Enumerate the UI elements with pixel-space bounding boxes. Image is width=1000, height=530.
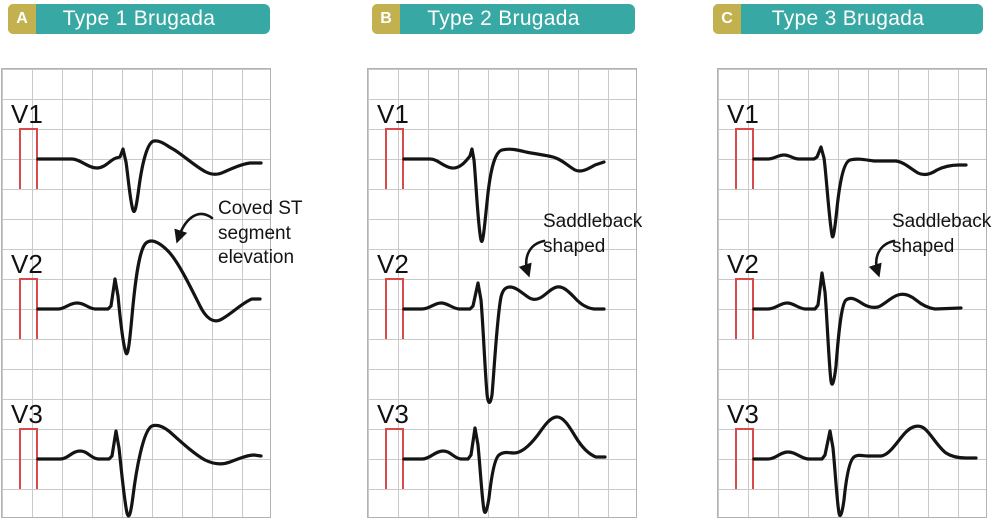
panel-c-letter: C <box>721 10 733 27</box>
annotation-line: Coved ST <box>218 198 303 219</box>
ecg-trace-v2 <box>754 273 961 384</box>
panel-b-trace-canvas <box>368 69 638 519</box>
ecg-trace-v3 <box>404 417 605 512</box>
lead-label-v3: V3 <box>11 399 43 429</box>
panel-b-letter: B <box>380 10 392 27</box>
panel-a-letter-badge <box>8 4 36 34</box>
calibration-pulse <box>386 429 403 489</box>
calibration-pulse <box>386 279 403 339</box>
lead-label-v2: V2 <box>377 249 409 279</box>
calibration-pulse <box>386 129 403 189</box>
panel-b-title-bar <box>372 4 635 34</box>
calibration-pulse <box>736 279 753 339</box>
annotation-line: shaped <box>892 235 955 257</box>
annotation-line: segment <box>218 222 291 244</box>
lead-label-v1: V1 <box>377 99 409 129</box>
ecg-trace-v2 <box>404 283 604 402</box>
calibration-pulse <box>736 429 753 489</box>
lead-label-v3: V3 <box>727 399 759 429</box>
annotation-saddleback-c <box>892 210 991 259</box>
panel-b-ecg-grid <box>367 68 637 518</box>
annotation-line: shaped <box>543 235 606 257</box>
calibration-pulse <box>20 129 37 189</box>
annotation-line: Saddleback <box>543 211 643 232</box>
panel-a-letter: A <box>16 10 28 27</box>
panel-c-ecg-grid <box>717 68 987 518</box>
calibration-pulse <box>20 429 37 489</box>
panel-b-letter-badge <box>372 4 400 34</box>
panel-a-trace-canvas <box>2 69 272 519</box>
panel-c-letter-badge <box>713 4 741 34</box>
annotation-saddleback-b <box>543 210 642 259</box>
annotation-coved-st <box>218 197 302 271</box>
panel-a-ecg-grid <box>1 68 271 518</box>
panel-b-header <box>372 4 635 34</box>
lead-label-v3: V3 <box>377 399 409 429</box>
calibration-pulse <box>20 279 37 339</box>
annotation-line: elevation <box>218 247 295 268</box>
calibration-pulse <box>736 129 753 189</box>
panel-c-header <box>713 4 983 34</box>
ecg-trace-v3 <box>38 425 261 516</box>
lead-label-v1: V1 <box>11 99 43 129</box>
panel-c-title: Type 3 Brugada <box>771 7 925 30</box>
panel-a-header <box>8 4 270 34</box>
panel-c-title-bar <box>713 4 983 34</box>
panel-a-title: Type 1 Brugada <box>62 7 216 30</box>
panel-a-title-bar <box>8 4 270 34</box>
annotation-line: Saddleback <box>892 211 992 232</box>
panel-b-title: Type 2 Brugada <box>427 7 580 30</box>
lead-label-v2: V2 <box>727 249 759 279</box>
lead-label-v2: V2 <box>11 249 43 279</box>
ecg-trace-v3 <box>754 426 976 515</box>
lead-label-v1: V1 <box>727 99 759 129</box>
panel-c-trace-canvas <box>718 69 988 519</box>
